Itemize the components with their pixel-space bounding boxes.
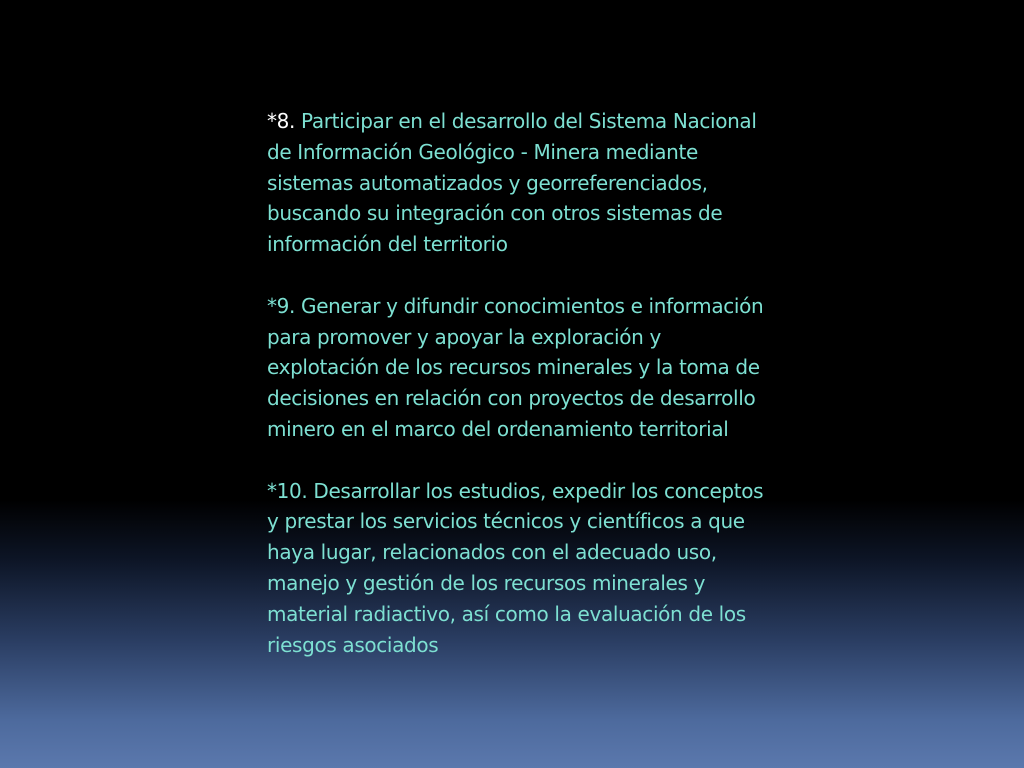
item-marker: *8. xyxy=(267,109,296,133)
function-item-10 xyxy=(267,476,767,661)
functions-list xyxy=(267,106,767,660)
item-marker: *10. xyxy=(267,478,308,503)
item-marker: *9. xyxy=(267,293,296,318)
function-item-8 xyxy=(267,106,767,260)
function-item-9 xyxy=(267,291,767,445)
item-text: Desarrollar los estudios, expedir los conceptos y prestar los servicios técnicos y científicos a que haya lugar, relacionados con el adecuado uso, manejo y gestión de los recursos minerales y material radiactivo, así como la evaluación de los riesgos asociados xyxy=(267,478,764,657)
item-text: Generar y difundir conocimientos e información para promover y apoyar la exploración y explotación de los recursos minerales y la toma de decisiones en relación con proyectos de desarrollo minero en el marco del ordenamiento territorial xyxy=(267,293,764,441)
item-text: Participar en el desarrollo del Sistema Nacional de Información Geológico - Minera mediante sistemas automatizados y georreferenciados, buscando su integración con otros sistemas de información del territorio xyxy=(267,109,757,257)
